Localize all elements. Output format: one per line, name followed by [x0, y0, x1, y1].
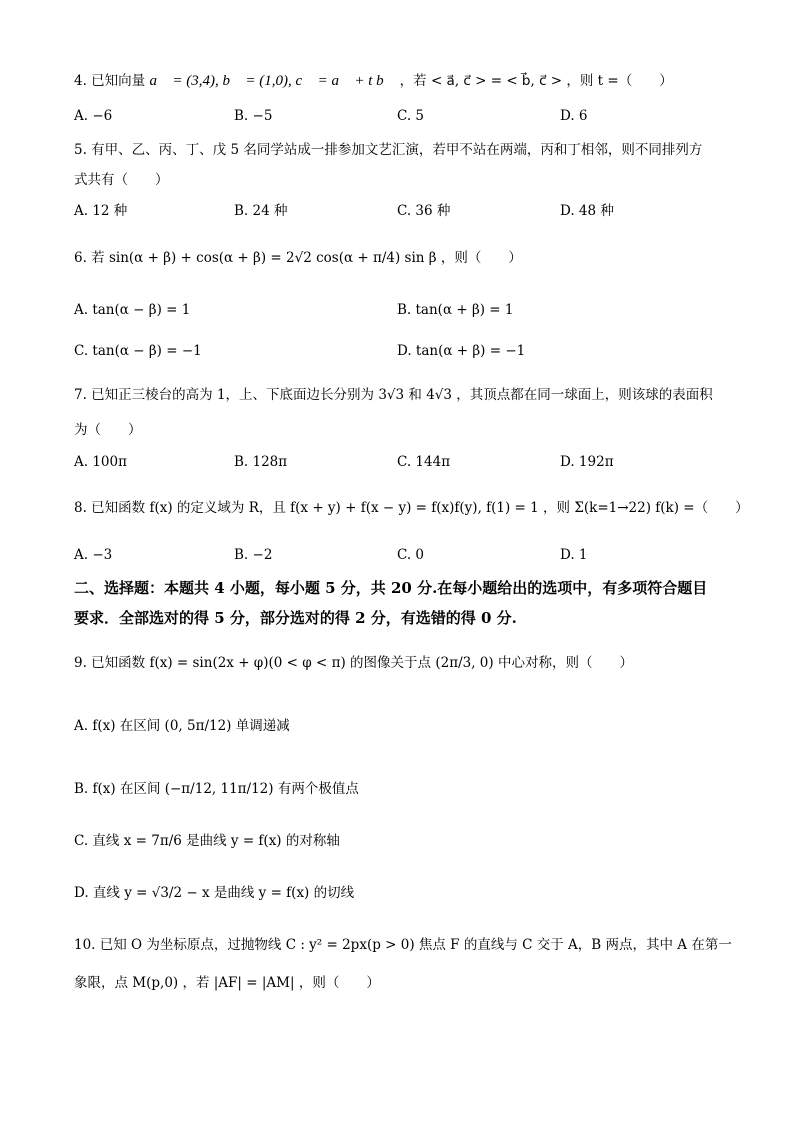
q7-option-c: C. 144π: [397, 454, 451, 470]
q8-option-a: A. −3: [74, 547, 113, 563]
q8-option-b: B. −2: [234, 547, 273, 563]
q5-option-b: B. 24 种: [234, 203, 288, 219]
question-9-stem: 9. 已知函数 f(x) = sin(2x + φ)(0 < φ < π) 的图像关于点 (2π/3, 0) 中心对称，则（ ）: [74, 655, 633, 671]
question-10-stem-line1: 10. 已知 O 为坐标原点，过抛物线 C : y² = 2px(p > 0) 焦点 F 的直线与 C 交于 A，B 两点，其中 A 在第一: [74, 937, 732, 953]
question-8-stem: 8. 已知函数 f(x) 的定义域为 R，且 f(x + y) + f(x − y) = f(x)f(y), f(1) = 1 ，则 Σ(k=1→22) f(k) =（ ）: [74, 500, 749, 516]
question-10-stem-line2: 象限，点 M(p,0) ，若 |AF| = |AM| ，则（ ）: [74, 975, 380, 991]
q5-option-d: D. 48 种: [560, 203, 614, 219]
q7-option-d: D. 192π: [560, 454, 614, 470]
question-4-stem: [74, 71, 673, 91]
question-7-stem-line2: 为（ ）: [74, 422, 142, 438]
q9-option-c: C. 直线 x = 7π/6 是曲线 y = f(x) 的对称轴: [74, 833, 340, 849]
q9-option-a: A. f(x) 在区间 (0, 5π/12) 单调递减: [74, 718, 290, 734]
q6-option-a: A. tan(α − β) = 1: [74, 302, 191, 318]
q9-option-d: D. 直线 y = √3/2 − x 是曲线 y = f(x) 的切线: [74, 885, 355, 901]
q7-option-b: B. 128π: [234, 454, 288, 470]
q6-option-c: C. tan(α − β) = −1: [74, 343, 202, 359]
question-7-stem-line1: 7. 已知正三棱台的高为 1，上、下底面边长分别为 3√3 和 4√3 ，其顶点都在同一球面上，则该球的表面积: [74, 387, 713, 403]
q4-option-d: D. 6: [560, 108, 588, 124]
q7-option-a: A. 100π: [74, 454, 127, 470]
q4-option-c: C. 5: [397, 108, 425, 124]
q9-option-b: B. f(x) 在区间 (−π/12, 11π/12) 有两个极值点: [74, 781, 359, 797]
q8-option-c: C. 0: [397, 547, 425, 563]
q4-suffix: ，若 < a⃗, c⃗ > = < b⃗, c⃗ > ，则 t =（ ）: [399, 73, 673, 89]
q4-option-b: B. −5: [234, 108, 273, 124]
q6-option-d: D. tan(α + β) = −1: [397, 343, 526, 359]
q4-option-a: A. −6: [74, 108, 113, 124]
section-2-heading-line1: 二、选择题：本题共 4 小题，每小题 5 分，共 20 分.在每小题给出的选项中，有多项符合题目: [74, 579, 708, 597]
section-2-heading-line2: 要求．全部选对的得 5 分，部分选对的得 2 分，有选错的得 0 分.: [74, 609, 517, 627]
q6-option-b: B. tan(α + β) = 1: [397, 302, 514, 318]
q4-math: a⃗ = (3,4), b⃗ = (1,0), c⃗ = a⃗ + t b⃗: [149, 73, 396, 89]
q5-option-c: C. 36 种: [397, 203, 451, 219]
question-5-stem-line2: 式共有（ ）: [74, 172, 169, 188]
question-5-stem-line1: 5. 有甲、乙、丙、丁、戊 5 名同学站成一排参加文艺汇演，若甲不站在两端，丙和丁相邻，则不同排列方: [74, 142, 703, 158]
q4-prefix: 4. 已知向量: [74, 73, 146, 89]
question-6-stem: 6. 若 sin(α + β) + cos(α + β) = 2√2 cos(α + π/4) sin β ，则（ ）: [74, 250, 522, 266]
q5-option-a: A. 12 种: [74, 203, 128, 219]
q8-option-d: D. 1: [560, 547, 588, 563]
